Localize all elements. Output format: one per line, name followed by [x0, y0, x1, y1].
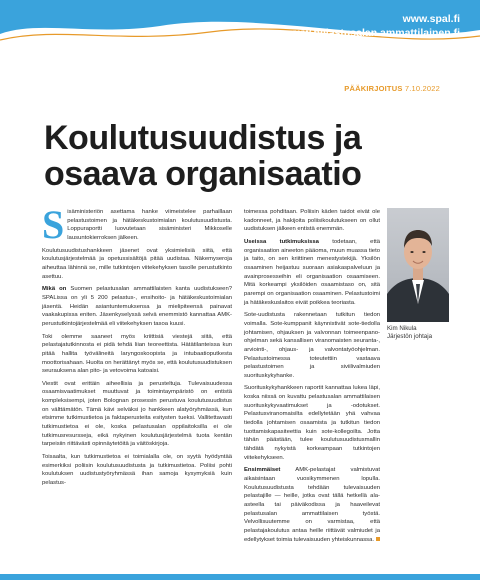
paragraph: [42, 247, 232, 282]
paragraph-text: Suorituskykyhankkeen raportit kannattaa lukea läpi, koska niissä on kuvattu pelastusalan ammattilaisen suorituskykyvaatimukset ja -odotukset. Pelastusviranomaisilta edellytetään yhä vahvaa tiedolla johtamisen osaamista ja tutkitun tiedon tuottamiskapasiteettia kuin sote-kollegoilta. Jotta tähän päästään, tulee koulutusuudistusmallin tähdätä nykyistä korkeampaan tutkintojen viitekehykseen.: [244, 385, 380, 461]
paragraph-text: Viestit ovat erittäin aiheellisia ja perusteltuja. Tulevaisuudessa osaamisvaatimukset muuttuvat ja toimintaympäristö on entistä kompleksisempi, joten Bolognan prosessin perustuva koulutusuudistus on välttämätön. Tämä kävi selväksi jo hankkeen alatyöryhmässä, kun etsimme tutkimustietoa ja faktaperusteita esitysten tueksi. Vallitettavasti tutkimustietoa ei ole, koska pelastusalan oppilaitoksilla ei ole tutkimusresursseja, eikä nykyinen koulutusjärjestelmä tuota kentän tarpeisiin riittävästi opinnäytetöitä ja väitöskirjoja.: [42, 380, 232, 448]
title-line: osaava organisaatio: [44, 155, 362, 193]
footer-bar: [0, 574, 480, 580]
paragraph: [244, 466, 380, 544]
article-title: [44, 120, 424, 192]
author-portrait-icon: [387, 208, 449, 322]
url-spal[interactable]: www.spal.fi: [402, 13, 460, 25]
paragraph: [42, 333, 232, 376]
paragraph: [42, 285, 232, 328]
paragraph-lead: Useissa tutkimuksissa: [244, 238, 319, 245]
paragraph-text: Sote-uudistusta rakennetaan tutkitun tiedon voimalla. Sote-kumppanit käynnistivät sote-tiedolla johtamisen, ohjauksen ja valvonnan toimeenpano-ohjelman sekä kansallisen viranomaisten seuranta-, arviointi-, ohjaus- ja valvontatyöohjelman. Pelastustoimessa toteutettiin vastaava pelastustoimen ja siviilivalmiuden suorituskykyhanke.: [244, 312, 380, 379]
paragraph-text: Toki olemme saaneet myös kriittisiä viestejä siitä, että pelastajatutkinnosta ei pidä tehdä liian teoreettista. Hätätilanteissa kun pitää hallita työvälineitä laryngoskoopista ja intubaatioputkesta moottorisahaan. Huolta on herättänyt myös se, että koulutusuudistuksen seurauksena alan pito- ja vetovoima katoaisi.: [42, 333, 232, 375]
author-caption: [387, 325, 457, 341]
paragraph-text: toimessa pohditaan. Poliisin käden taidot eivät ole kadonneet, ja hakijoita poliisikoulutukseen on ollut uudistuksen jälkeen entistä enemmän.: [244, 209, 380, 233]
paragraph: [42, 453, 232, 488]
section-kind: PÄÄKIRJOITUS: [344, 84, 403, 93]
end-mark-icon: [376, 537, 380, 541]
header-band: [0, 0, 480, 52]
header-urls: [287, 12, 461, 40]
url-pelastusalan[interactable]: www.pelastusalan.ammattilainen.fi: [286, 27, 460, 39]
paragraph-text: Suomen pelastusalan ammattilaisten kanta uudistukseen? SPALissa on yli 5 200 pelastus-, ensihoito- ja hätäkeskustoimialan jäsentä. Heidän asiantuntemuksensa ja mielipiteensä painavat vaakakupissa eniten. Jäsenkyselyssä selvä enemmistö kannattaa AMK-perustutkintojärjestelmää eli viitekehyksen tasoa kuusi.: [42, 286, 232, 327]
paragraph-text: isäministeriön asettama hanke viimeistelee parhaillaan pelastustoimen ja hätäkeskustoimialan koulutusuudistusta. Loppuraportti luovutetaan sisäministeri Mikkoselle lausuntokierroksen jälkeen.: [67, 209, 232, 241]
section-meta: [344, 84, 440, 93]
article-column-left: [42, 202, 232, 492]
paragraph-text: AMK-pelastajat valmistuvat aikaisintaan vuosikymmenen lopulla. Koulutusuudistusta tehdään tulevaisuuden pelastajille — heille, jotka ovat tällä hetkellä ala-asteella tai päiväkodissa ja haaveilevat pelastusalan ammattilaisen työstä. Velvollisuutemme on varmistaa, että pelastajakoulutus antaa heille riittävät valmiudet ja edellytykset toimia tulevaisuuden yhteiskunnassa.: [244, 467, 380, 543]
paragraph: [42, 380, 232, 449]
title-line: Koulutusuudistus ja: [44, 119, 362, 157]
author-name: Kim Nikula: [387, 325, 417, 332]
paragraph: [244, 311, 380, 380]
author-photo: [387, 208, 449, 322]
paragraph-lead: Mikä on: [42, 286, 67, 293]
paragraph: [244, 208, 380, 234]
paragraph-text: todetaan, että organisaation aineeton pääoma, muun muassa tieto ja taito, on sen kriittinen menestystekijä. Yksilön osaaminen heijastuu suoraan asiakaspalveluun ja avainprosesseihin eli organisaation osaamiseen. Mitä korkeampi yksilöiden osaamistaso on, sitä parempi on organisaation osaaminen. Pelastustoimi ja hätäkeskuslaitos eivät poikkea teoriasta.: [244, 238, 380, 306]
drop-cap: S: [42, 202, 65, 247]
author-role: Järjestön johtaja: [387, 333, 433, 340]
paragraph: [244, 384, 380, 462]
publish-date: 7.10.2022: [404, 84, 440, 93]
paragraph: [244, 238, 380, 307]
article-column-right: [244, 208, 380, 548]
paragraph: [42, 202, 232, 247]
paragraph-text: Koulutusuudistushankkeen jäsenet ovat yksimielisiä siitä, että koulutusjärjestelmää ja opetussisältöjä pitää uudistaa. Näkemyseroja aiheuttaa lähinnä se, mille tutkintojen viitekehyksen tasolle perustutkinto asettuu.: [42, 247, 232, 280]
paragraph-text: Toisaalta, kun tutkimustietoa ei toimialalla ole, on syytä hyödyntää esimerkiksi poliisin koulutusuudistusta ja tutkimustietoa. Poliisi pohti koulutuksen uudistustyöryhmässä ihan samoja kysymyksiä kuin pelastus-: [42, 454, 232, 487]
paragraph-lead: Ensimmäiset: [244, 467, 281, 474]
